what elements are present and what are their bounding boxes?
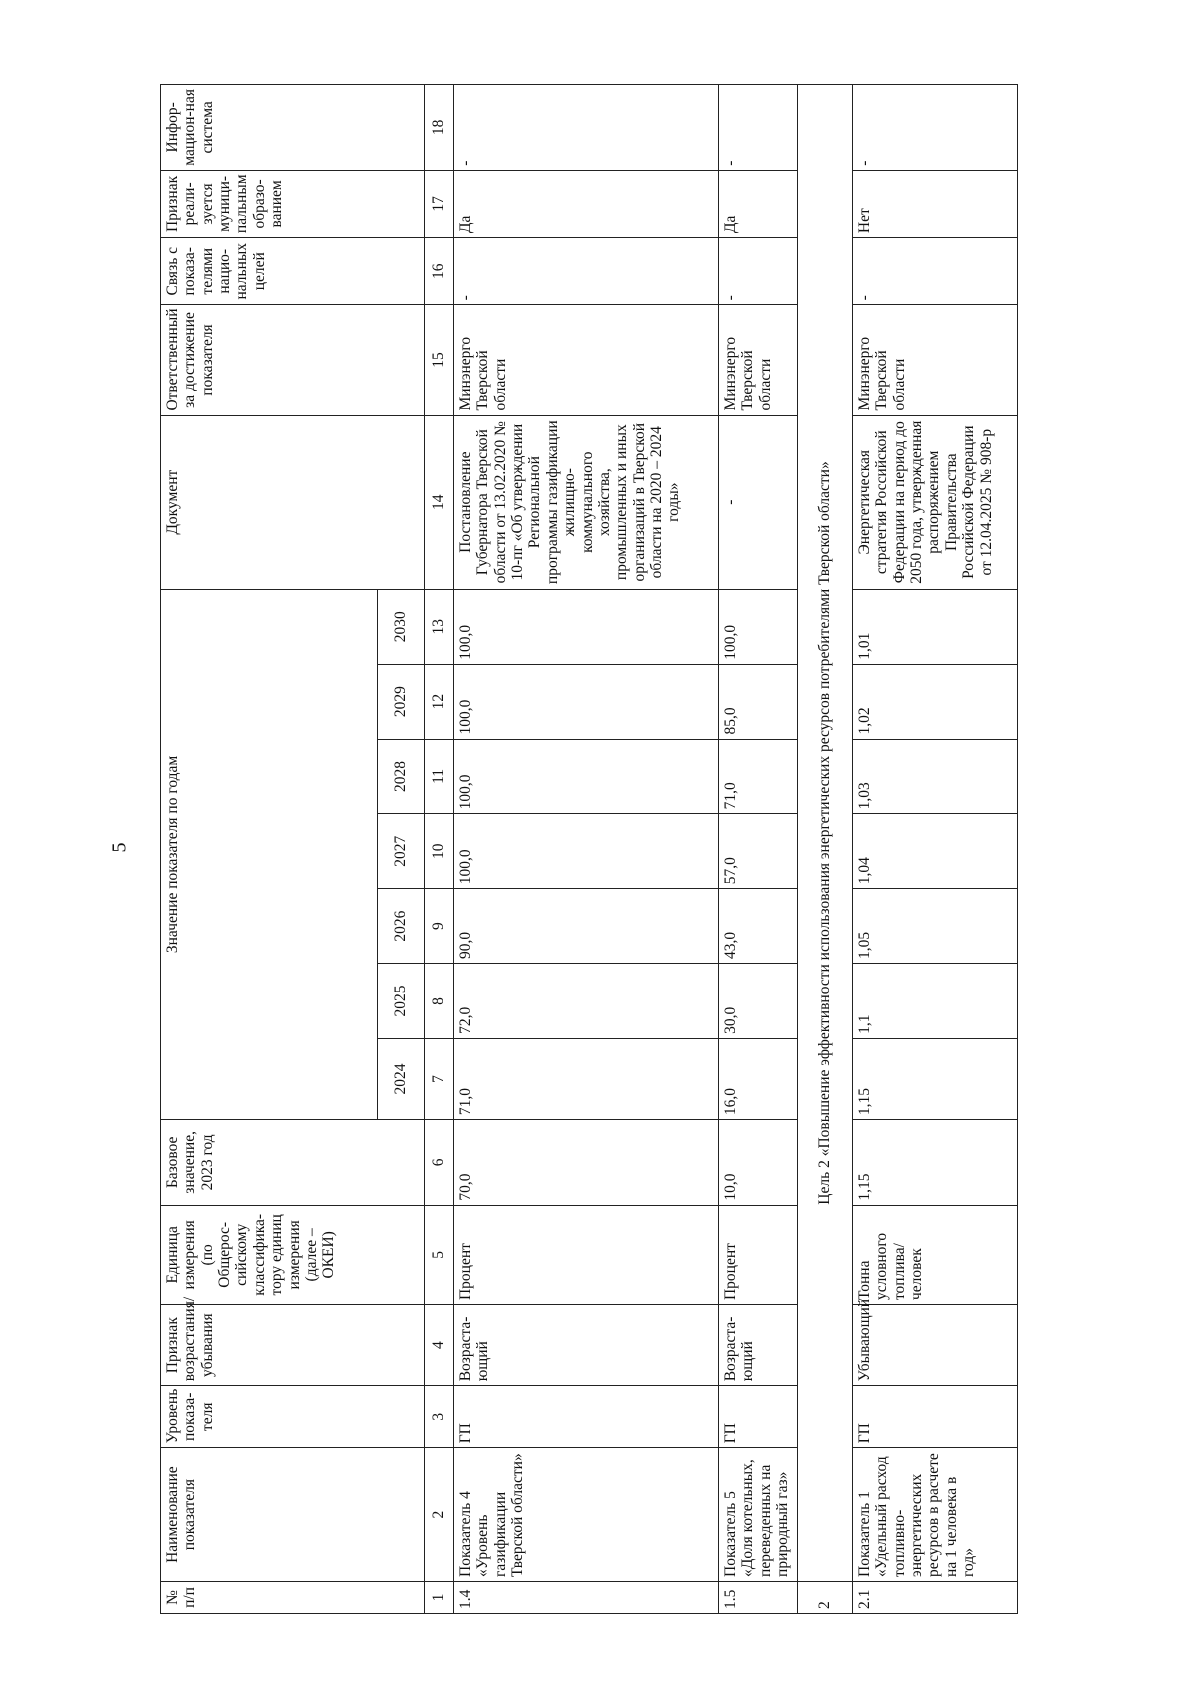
indicator-unit: Тонна условного топлива/ человек (853, 1205, 1018, 1304)
col-num: 16 (425, 238, 454, 305)
value-2025: 1,1 (853, 964, 1018, 1039)
value-2029: 1,02 (853, 664, 1018, 739)
col-num: 14 (425, 415, 454, 589)
indicator-responsible: Минэнерго Тверской области (719, 305, 798, 415)
header-municipal: Признак реали-зуется муници-пальным образо-ванием (161, 170, 425, 237)
value-2029: 100,0 (454, 664, 719, 739)
indicator-level: ГП (719, 1386, 798, 1448)
header-infosys: Инфор-мацион-ная система (161, 85, 425, 171)
indicator-link: - (719, 238, 798, 305)
header-row (161, 85, 378, 1614)
header-num: № п/п (161, 1581, 425, 1613)
col-num: 10 (425, 814, 454, 889)
year-2026: 2026 (378, 889, 425, 964)
col-num: 11 (425, 739, 454, 814)
col-num: 15 (425, 305, 454, 415)
value-2026: 43,0 (719, 889, 798, 964)
year-2024: 2024 (378, 1038, 425, 1119)
row-num: 1.5 (719, 1581, 798, 1613)
year-2030: 2030 (378, 589, 425, 664)
col-num: 17 (425, 170, 454, 237)
indicator-infosys: - (853, 85, 1018, 171)
value-2030: 100,0 (454, 589, 719, 664)
value-2028: 100,0 (454, 739, 719, 814)
row-num: 2.1 (853, 1581, 1018, 1613)
col-num: 9 (425, 889, 454, 964)
col-num: 1 (425, 1581, 454, 1613)
indicator-infosys: - (454, 85, 719, 171)
table-row (853, 85, 1018, 1614)
rotated-table-container (160, 84, 1078, 1614)
indicator-document: Энергетическая стратегия Российской Федерации на период до 2050 года, утвержденная распоряжением Правительства Российской Федерации от 12.04.2025 № 908-р (853, 415, 1018, 589)
value-2030: 1,01 (853, 589, 1018, 664)
value-2026: 90,0 (454, 889, 719, 964)
goal-title: Цель 2 «Повышение эффективности использования энергетических ресурсов потребителями Тверской области» (798, 85, 853, 1582)
header-base: Базовое значение, 2023 год (161, 1120, 425, 1206)
indicator-responsible: Минэнерго Тверской области (454, 305, 719, 415)
col-num: 18 (425, 85, 454, 171)
indicator-trend: Убывающий (853, 1305, 1018, 1386)
header-trend: Признак возрастания/ убывания (161, 1305, 425, 1386)
indicator-base: 10,0 (719, 1120, 798, 1206)
table-row (454, 85, 719, 1614)
value-2024: 1,15 (853, 1038, 1018, 1119)
col-num: 3 (425, 1386, 454, 1448)
indicator-municipal: Нет (853, 170, 1018, 237)
row-num: 1.4 (454, 1581, 719, 1613)
column-numbers-row (425, 85, 454, 1614)
indicator-municipal: Да (454, 170, 719, 237)
header-unit: Единица измерения (по Общерос-сийскому классифика-тору единиц измерения (далее – ОКЕИ) (161, 1205, 425, 1304)
year-2027: 2027 (378, 814, 425, 889)
indicator-name: Показатель 1 «Удельный расход топливно-энергетических ресурсов в расчете на 1 человека в год» (853, 1448, 1018, 1582)
indicator-unit: Процент (454, 1205, 719, 1304)
header-link: Связь с показа-телями нацио-нальных целей (161, 238, 425, 305)
year-2025: 2025 (378, 964, 425, 1039)
col-num: 6 (425, 1120, 454, 1206)
col-num: 4 (425, 1305, 454, 1386)
indicator-link: - (454, 238, 719, 305)
value-2028: 1,03 (853, 739, 1018, 814)
year-2029: 2029 (378, 664, 425, 739)
indicator-link: - (853, 238, 1018, 305)
goal-row (798, 85, 853, 1614)
value-2025: 30,0 (719, 964, 798, 1039)
col-num: 5 (425, 1205, 454, 1304)
indicator-responsible: Минэнерго Тверской области (853, 305, 1018, 415)
col-num: 7 (425, 1038, 454, 1119)
value-2026: 1,05 (853, 889, 1018, 964)
indicator-infosys: - (719, 85, 798, 171)
col-num: 8 (425, 964, 454, 1039)
year-2028: 2028 (378, 739, 425, 814)
indicator-level: ГП (454, 1386, 719, 1448)
indicators-table (160, 84, 1018, 1614)
value-2030: 100,0 (719, 589, 798, 664)
indicator-municipal: Да (719, 170, 798, 237)
header-responsible: Ответственный за достижение показателя (161, 305, 425, 415)
header-document: Документ (161, 415, 425, 589)
value-2027: 57,0 (719, 814, 798, 889)
value-2024: 16,0 (719, 1038, 798, 1119)
indicator-document: - (719, 415, 798, 589)
value-2024: 71,0 (454, 1038, 719, 1119)
page-number: 5 (108, 842, 131, 853)
indicator-base: 1,15 (853, 1120, 1018, 1206)
indicator-document: Постановление Губернатора Тверской области от 13.02.2020 № 10-пг «Об утверждении Региональной программы газификации жилищно-коммунального хозяйства, промышленных и иных организаций в Тверской области на 2020 – 2024 годы» (454, 415, 719, 589)
value-2029: 85,0 (719, 664, 798, 739)
indicator-name: Показатель 4 «Уровень газификации Тверской области» (454, 1448, 719, 1582)
goal-num: 2 (798, 1581, 853, 1613)
header-level: Уровень показа-теля (161, 1386, 425, 1448)
col-num: 2 (425, 1448, 454, 1582)
indicator-level: ГП (853, 1386, 1018, 1448)
col-num: 12 (425, 664, 454, 739)
header-name: Наименование показателя (161, 1448, 425, 1582)
col-num: 13 (425, 589, 454, 664)
indicator-name: Показатель 5 «Доля котельных, переведенных на природный газ» (719, 1448, 798, 1582)
value-2027: 1,04 (853, 814, 1018, 889)
table-row (719, 85, 798, 1614)
value-2025: 72,0 (454, 964, 719, 1039)
indicator-trend: Возраста-ющий (454, 1305, 719, 1386)
value-2028: 71,0 (719, 739, 798, 814)
header-values: Значение показателя по годам (161, 589, 378, 1119)
indicator-trend: Возраста-ющий (719, 1305, 798, 1386)
indicator-unit: Процент (719, 1205, 798, 1304)
indicator-base: 70,0 (454, 1120, 719, 1206)
value-2027: 100,0 (454, 814, 719, 889)
